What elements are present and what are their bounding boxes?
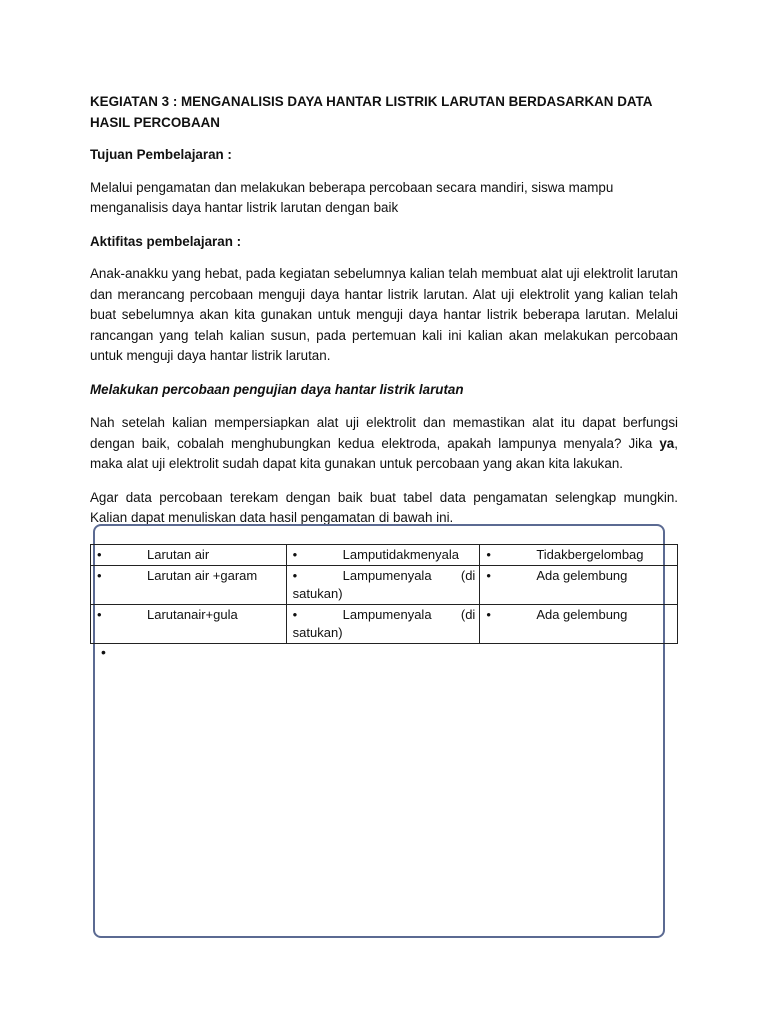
document-page	[90, 92, 678, 542]
bullet-icon: •	[486, 547, 491, 562]
bullet-icon: •	[486, 607, 491, 622]
empty-bullet-icon: •	[101, 644, 106, 660]
bullet-icon: •	[97, 547, 102, 562]
table-row: • Larutan air • Lamputidakmenyala • Tidakbergelombag	[91, 545, 678, 566]
percobaan-paragraph-1: Nah setelah kalian mempersiapkan alat uji elektrolit dan memastikan alat itu dapat berfungsi dengan baik, cobalah menghubungkan kedua elektroda, apakah lampunya menyala? Jika ya, maka alat uji elektrolit sudah dapat kita gunakan untuk percobaan yang akan kita lakukan.	[90, 415, 678, 471]
tujuan-heading: Tujuan Pembelajaran :	[90, 147, 232, 162]
bullet-icon: •	[97, 568, 102, 583]
bullet-icon: •	[97, 607, 102, 622]
observation-table	[90, 544, 678, 644]
bullet-icon: •	[292, 568, 298, 583]
table-row: • Larutan air +garam • Lampumenyala (di satukan) • Ada gelembung	[91, 566, 678, 605]
tujuan-text: Melalui pengamatan dan melakukan beberapa percobaan secara mandiri, siswa mampu menganalisis daya hantar listrik larutan dengan baik	[90, 179, 614, 215]
bullet-icon: •	[292, 547, 298, 562]
bullet-icon: •	[292, 607, 298, 622]
aktifitas-text: Anak-anakku yang hebat, pada kegiatan sebelumnya kalian telah membuat alat uji elektrolit larutan dan merancang percobaan menguji daya hantar listrik larutan. Alat uji elektrolit yang kalian telah buat sebelumnya akan kita gunakan untuk menguji daya hantar listrik beberapa larutan. Melalui rancangan yang telah kalian susun, pada pertemuan kali ini kalian akan melakukan percobaan untuk menguji daya hantar listrik larutan.	[90, 266, 678, 363]
aktifitas-heading: Aktifitas pembelajaran :	[90, 233, 242, 249]
bullet-icon: •	[486, 568, 491, 583]
table-row: • Larutanair+gula • Lampumenyala (di satukan) • Ada gelembung	[91, 605, 678, 644]
percobaan-paragraph-2: Agar data percobaan terekam dengan baik buat tabel data pengamatan selengkap mungkin. Kalian dapat menuliskan data hasil pengamatan di bawah ini.	[90, 489, 678, 525]
emphasis-ya: ya	[659, 435, 675, 451]
percobaan-heading: Melakukan percobaan pengujian daya hantar listrik larutan	[90, 381, 464, 397]
page-title: KEGIATAN 3 : MENGANALISIS DAYA HANTAR LISTRIK LARUTAN BERDASARKAN DATA HASIL PERCOBAAN	[90, 94, 652, 130]
